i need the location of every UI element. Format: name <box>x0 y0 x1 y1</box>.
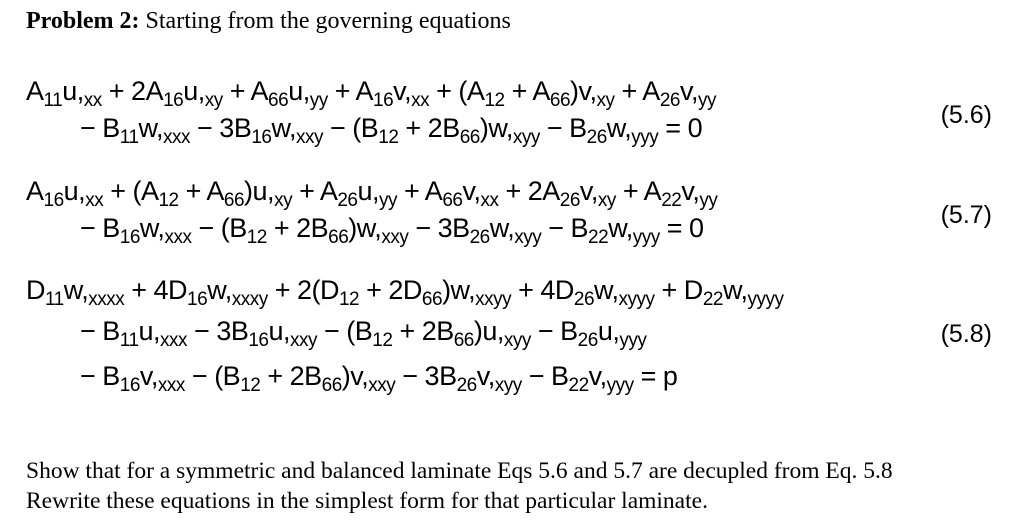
equation-subscript: xyyy <box>618 289 655 310</box>
equation-subscript: 16 <box>248 330 269 351</box>
equation-subscript: 26 <box>586 127 607 148</box>
equation-term: + (A <box>103 176 159 206</box>
equation-term: + A <box>397 176 443 206</box>
equation-term: + 4D <box>124 275 188 305</box>
question-line-1: Show that for a symmetric and balanced laminate Eqs 5.6 and 5.7 are decupled from Eq. 5.8 <box>26 458 893 484</box>
equation-subscript: 26 <box>469 227 490 248</box>
equation-term: u, <box>357 176 380 206</box>
equation-subscript: 11 <box>119 127 139 148</box>
equation-term: − B <box>80 316 120 346</box>
equation-subscript: yy <box>309 90 328 111</box>
equation-term: − B <box>530 316 578 346</box>
equation-term: D <box>26 275 45 305</box>
equation-subscript: xxxx <box>88 289 125 310</box>
equation-subscript: 12 <box>378 127 399 148</box>
equation-term: + (A <box>429 76 485 106</box>
equation-subscript: 26 <box>559 190 580 211</box>
problem-intro: Starting from the governing equations <box>145 8 511 34</box>
equation-term: w, <box>63 275 89 305</box>
equation-term: − B <box>539 113 587 143</box>
equation-5-8-line-3 <box>80 361 678 396</box>
equation-term: − (B <box>317 316 373 346</box>
equation-subscript: 26 <box>456 375 477 396</box>
equation-subscript: 66 <box>328 227 349 248</box>
equation-subscript: yy <box>379 190 398 211</box>
equation-term: + A <box>222 76 269 106</box>
equation-subscript: xx <box>480 190 499 211</box>
equation-subscript: xxy <box>290 330 318 351</box>
equation-term: v, <box>393 76 412 106</box>
equation-subscript: 16 <box>373 90 394 111</box>
equation-term: − B <box>541 213 589 243</box>
equation-term: )u, <box>473 316 504 346</box>
equation-subscript: xxx <box>164 227 192 248</box>
equation-subscript: xx <box>83 90 102 111</box>
equation-number-5-6: (5.6) <box>940 101 992 129</box>
equation-subscript: xy <box>274 190 293 211</box>
equation-term: + 2(D <box>267 275 339 305</box>
equation-5-7-line-2 <box>80 213 704 248</box>
equation-term: w, <box>608 213 633 243</box>
equation-term: − 3B <box>395 361 457 391</box>
equation-subscript: 16 <box>187 289 208 310</box>
equation-subscript: xxy <box>295 127 323 148</box>
equation-term: )w, <box>348 213 382 243</box>
equation-term: = 0 <box>658 113 703 143</box>
equation-subscript: xxyy <box>475 289 512 310</box>
equation-subscript: yy <box>699 190 718 211</box>
equation-subscript: 12 <box>246 227 267 248</box>
equation-subscript: xxx <box>160 330 188 351</box>
equation-term: + A <box>178 176 224 206</box>
equation-term: v, <box>588 361 607 391</box>
equation-term: w, <box>722 275 748 305</box>
equation-term: u, <box>138 316 161 346</box>
equation-term: − B <box>521 361 569 391</box>
equation-term: − B <box>80 361 120 391</box>
equation-term: + 2D <box>359 275 422 305</box>
equation-term: w, <box>138 113 164 143</box>
equation-term: v, <box>579 176 598 206</box>
equation-term: w, <box>207 275 232 305</box>
equation-subscript: 26 <box>577 330 598 351</box>
equation-subscript: 12 <box>240 375 261 396</box>
equation-term: )v, <box>341 361 369 391</box>
equation-term: w, <box>606 113 632 143</box>
equation-term: − (B <box>184 361 241 391</box>
equation-term: + 2B <box>392 316 454 346</box>
equation-term: w, <box>489 213 515 243</box>
equation-subscript: 11 <box>119 330 139 351</box>
equation-subscript: 16 <box>163 90 184 111</box>
equation-subscript: 66 <box>459 127 480 148</box>
equation-5-8-line-1 <box>26 275 784 310</box>
equation-term: + A <box>614 76 660 106</box>
equation-term: w, <box>271 113 296 143</box>
equation-term: v, <box>476 361 495 391</box>
equation-subscript: 22 <box>702 289 723 310</box>
equation-subscript: 16 <box>251 127 272 148</box>
equation-subscript: xxxy <box>231 289 268 310</box>
equation-subscript: 12 <box>372 330 393 351</box>
equation-subscript: 16 <box>119 227 140 248</box>
equation-term: = p <box>633 361 678 391</box>
equation-subscript: xy <box>596 90 615 111</box>
equation-term: − B <box>80 113 120 143</box>
equation-term: w, <box>139 213 165 243</box>
equation-subscript: 66 <box>421 289 443 310</box>
equation-subscript: 26 <box>337 190 358 211</box>
equation-subscript: 16 <box>119 375 140 396</box>
equation-term: − (B <box>191 213 247 243</box>
equation-subscript: 22 <box>588 227 609 248</box>
equation-number-5-7: (5.7) <box>940 201 992 229</box>
equation-subscript: 11 <box>43 90 63 111</box>
equation-subscript: 66 <box>321 375 342 396</box>
equation-subscript: 16 <box>43 190 64 211</box>
equation-term: u, <box>62 76 84 106</box>
equation-subscript: xxx <box>157 375 185 396</box>
equation-term: v, <box>462 176 481 206</box>
equation-term: − 3B <box>187 316 249 346</box>
equation-subscript: xx <box>85 190 104 211</box>
equation-subscript: yyyy <box>747 289 784 310</box>
equation-term: u, <box>288 76 310 106</box>
equation-number-5-8: (5.8) <box>940 320 992 348</box>
equation-term: + D <box>654 275 703 305</box>
equation-term: A <box>26 76 44 106</box>
equation-subscript: xxy <box>381 227 409 248</box>
equation-5-8-line-2 <box>80 316 647 351</box>
equation-term: + 4D <box>511 275 574 305</box>
equation-term: = 0 <box>659 213 704 243</box>
equation-term: + A <box>292 176 338 206</box>
equation-term: w, <box>594 275 619 305</box>
equation-subscript: xyy <box>512 127 540 148</box>
equation-subscript: xx <box>411 90 430 111</box>
equation-subscript: xy <box>597 190 616 211</box>
equation-term: u, <box>183 76 205 106</box>
equation-subscript: yyy <box>606 375 634 396</box>
equation-subscript: 12 <box>338 289 360 310</box>
equation-subscript: yyy <box>619 330 647 351</box>
equation-subscript: 66 <box>453 330 474 351</box>
equation-term: + 2A <box>101 76 164 106</box>
equation-term: )u, <box>244 176 275 206</box>
equation-term: u, <box>268 316 291 346</box>
equation-term: v, <box>679 76 698 106</box>
equation-term: )w, <box>479 113 513 143</box>
problem-header <box>26 8 511 35</box>
equation-term: − (B <box>322 113 379 143</box>
equation-subscript: 22 <box>568 375 589 396</box>
equation-subscript: 12 <box>158 190 179 211</box>
question-line-2: Rewrite these equations in the simplest form for that particular laminate. <box>26 488 708 514</box>
equation-subscript: xy <box>204 90 223 111</box>
equation-5-6-line-2 <box>80 113 703 148</box>
equation-term: + 2B <box>266 213 329 243</box>
equation-subscript: yy <box>697 90 716 111</box>
equation-term: )v, <box>570 76 597 106</box>
equation-subscript: 66 <box>223 190 245 211</box>
equation-subscript: 26 <box>659 90 680 111</box>
equation-term: − 3B <box>190 113 252 143</box>
equation-term: + 2A <box>498 176 560 206</box>
equation-subscript: 22 <box>661 190 682 211</box>
equation-term: v, <box>139 361 158 391</box>
equation-subscript: xxx <box>163 127 191 148</box>
equation-subscript: 66 <box>549 90 571 111</box>
equation-term: )w, <box>442 275 476 305</box>
equation-subscript: 66 <box>268 90 289 111</box>
equation-term: u, <box>63 176 86 206</box>
problem-label: Problem 2: <box>26 8 140 34</box>
equation-term: + A <box>615 176 662 206</box>
equation-subscript: xyy <box>494 375 522 396</box>
equation-subscript: xxy <box>368 375 396 396</box>
equation-subscript: yyy <box>632 227 660 248</box>
equation-subscript: 12 <box>484 90 505 111</box>
equation-term: + A <box>504 76 550 106</box>
equation-subscript: yyy <box>631 127 659 148</box>
equation-term: u, <box>597 316 620 346</box>
equation-term: + 2B <box>398 113 460 143</box>
equation-subscript: xyy <box>503 330 531 351</box>
equation-5-6-line-1 <box>26 76 716 111</box>
equation-term: v, <box>681 176 700 206</box>
equation-subscript: xyy <box>514 227 542 248</box>
equation-subscript: 26 <box>573 289 595 310</box>
equation-subscript: 66 <box>442 190 463 211</box>
equation-5-7-line-1 <box>26 176 718 211</box>
equation-term: A <box>26 176 44 206</box>
equation-term: + A <box>327 76 374 106</box>
equation-term: + 2B <box>260 361 322 391</box>
equation-term: − 3B <box>408 213 470 243</box>
equation-term: − B <box>80 213 120 243</box>
equation-subscript: 11 <box>45 289 64 310</box>
